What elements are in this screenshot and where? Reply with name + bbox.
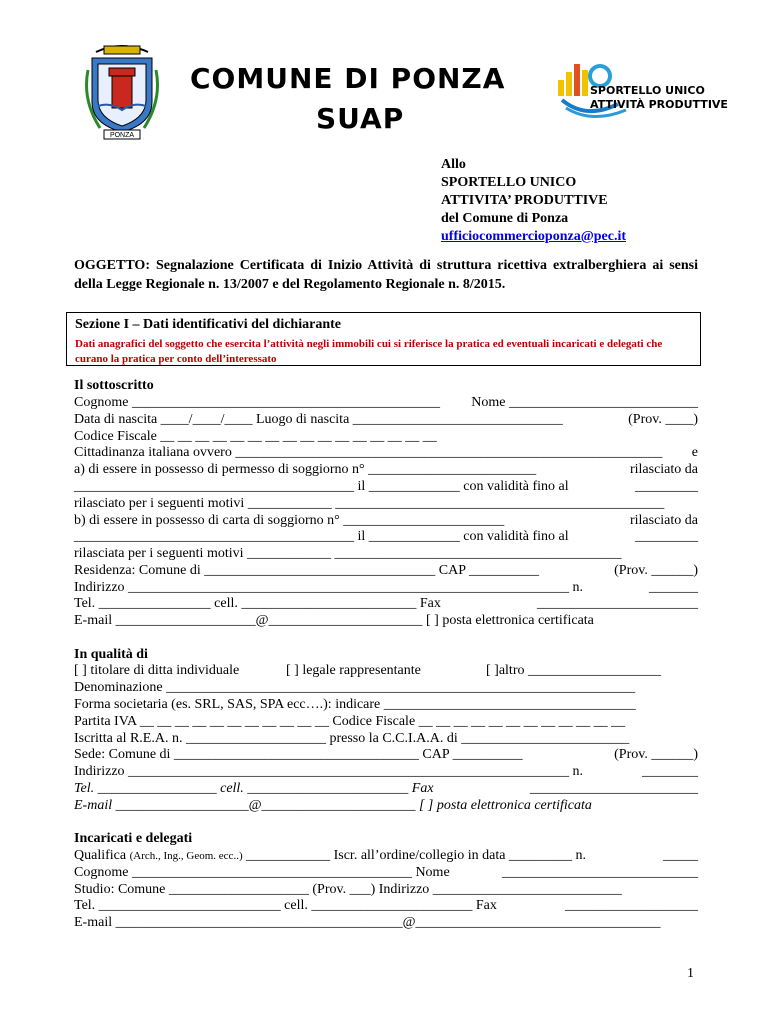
addressee-line: Allo bbox=[441, 157, 466, 172]
page-number: 1 bbox=[687, 966, 694, 981]
field-forma-societaria[interactable]: Forma societaria (es. SRL, SAS, SPA ecc….): indicare ____________________________________ bbox=[74, 697, 636, 712]
crest-label: PONZA bbox=[109, 132, 135, 139]
field-sede-indirizzo[interactable]: Indirizzo _______________________________________________________________ n. ________ bbox=[74, 764, 698, 779]
subject-oggetto: OGGETTO: Segnalazione Certificata di Inizio Attività di struttura ricettiva extralberghiera ai sensi della Legge Regionale n. 13/2007 e del Regolamento Regionale n. 8/2015. bbox=[74, 258, 698, 292]
heading-qualita: In qualità di bbox=[74, 647, 148, 662]
section-box bbox=[66, 312, 701, 366]
logo-text-line1: SPORTELLO UNICO bbox=[590, 84, 705, 97]
logo-text-line2: ATTIVITÀ PRODUTTIVE bbox=[590, 98, 728, 111]
addressee-line: SPORTELLO UNICO bbox=[441, 175, 577, 190]
header-subtitle: SUAP bbox=[316, 102, 405, 135]
field-sede-email[interactable]: E-mail ___________________@______________________ [ ] posta elettronica certificata bbox=[74, 798, 592, 813]
field-carta-motivi[interactable]: rilasciata per i seguenti motivi ____________ _________________________________________ bbox=[74, 546, 622, 561]
checkbox-legale-rappresentante[interactable]: [ ] legale rappresentante bbox=[286, 663, 421, 678]
field-permesso-soggiorno[interactable]: a) di essere in possesso di permesso di soggiorno n° ________________________ rilasciato da bbox=[74, 462, 698, 477]
field-contatti[interactable]: Tel. ________________ cell. _________________________ Fax _______________________ bbox=[74, 596, 698, 611]
section-description: Dati anagrafici del soggetto che esercita l’attività negli immobili cui si riferisce la pratica ed eventuali incaricati e delegati che curano la pratica per conto dell’interessato bbox=[75, 338, 663, 365]
field-indirizzo[interactable]: Indirizzo _______________________________________________________________ n. _______ bbox=[74, 580, 698, 595]
sportello-unico-logo bbox=[556, 58, 728, 120]
checkbox-titolare[interactable]: [ ] titolare di ditta individuale bbox=[74, 663, 240, 678]
addressee-email-link[interactable]: ufficiocommercioponza@pec.it bbox=[441, 229, 626, 244]
field-permesso-validita[interactable]: ________________________________________ il _____________ con validità fino al _________ bbox=[74, 479, 698, 494]
header-title: COMUNE DI PONZA bbox=[190, 62, 506, 95]
field-nascita[interactable]: Data di nascita ____/____/____ Luogo di nascita ______________________________ (Prov. ____) bbox=[74, 412, 698, 427]
field-denominazione[interactable]: Denominazione ___________________________________________________________________ bbox=[74, 680, 636, 695]
addressee-line: ATTIVITA’ PRODUTTIVE bbox=[441, 193, 608, 208]
section-title: Sezione I – Dati identificativi del dichiarante bbox=[75, 317, 341, 332]
field-qualifica[interactable]: Qualifica (Arch., Ing., Geom. ecc..) ____________ Iscr. all’ordine/collegio in data _________ n. _____ bbox=[74, 848, 698, 863]
field-partita-iva[interactable]: Partita IVA __ __ __ __ __ __ __ __ __ __ __ Codice Fiscale __ __ __ __ __ __ __ __ __ __ __ __ bbox=[74, 714, 626, 729]
field-incaricato-email[interactable]: E-mail _________________________________________@___________________________________ bbox=[74, 915, 661, 930]
field-codice-fiscale[interactable]: Codice Fiscale __ __ __ __ __ __ __ __ __ __ __ __ __ __ __ __ bbox=[74, 429, 437, 444]
addressee-line: del Comune di Ponza bbox=[441, 211, 569, 226]
field-cittadinanza[interactable]: Cittadinanza italiana ovvero _____________________________________________________________ e bbox=[74, 445, 698, 460]
heading-sottoscritto: Il sottoscritto bbox=[74, 378, 154, 393]
field-carta-validita[interactable]: ________________________________________ il _____________ con validità fino al _________ bbox=[74, 529, 698, 544]
addressee-block bbox=[441, 156, 626, 246]
field-incaricato-nome[interactable]: Cognome ________________________________________ Nome ____________________________ bbox=[74, 865, 698, 880]
field-cognome-nome[interactable]: Cognome ____________________________________________ Nome ___________________________ bbox=[74, 395, 698, 410]
field-carta-soggiorno[interactable]: b) di essere in possesso di carta di soggiorno n° _______________________ rilasciato da bbox=[74, 513, 698, 528]
field-sede[interactable]: Sede: Comune di ___________________________________ CAP __________ (Prov. ______) bbox=[74, 747, 698, 762]
heading-incaricati: Incaricati e delegati bbox=[74, 831, 193, 846]
field-residenza[interactable]: Residenza: Comune di _________________________________ CAP __________ (Prov. ______) bbox=[74, 563, 698, 578]
checkbox-altro[interactable]: [ ]altro ___________________ bbox=[486, 663, 661, 678]
field-email[interactable]: E-mail ____________________@______________________ [ ] posta elettronica certificata bbox=[74, 613, 594, 628]
field-rea[interactable]: Iscritta al R.E.A. n. ____________________ presso la C.C.I.A.A. di ________________________ bbox=[74, 731, 630, 746]
field-incaricato-contatti[interactable]: Tel. __________________________ cell. _______________________ Fax ___________________ bbox=[74, 898, 698, 913]
field-studio[interactable]: Studio: Comune ____________________ (Prov. ___) Indirizzo ___________________________ bbox=[74, 882, 622, 897]
ponza-crest-logo bbox=[82, 40, 162, 140]
field-permesso-motivi[interactable]: rilasciato per i seguenti motivi ____________ _______________________________________________ bbox=[74, 496, 665, 511]
field-sede-contatti[interactable]: Tel. _________________ cell. _______________________ Fax ________________________ bbox=[74, 781, 698, 796]
